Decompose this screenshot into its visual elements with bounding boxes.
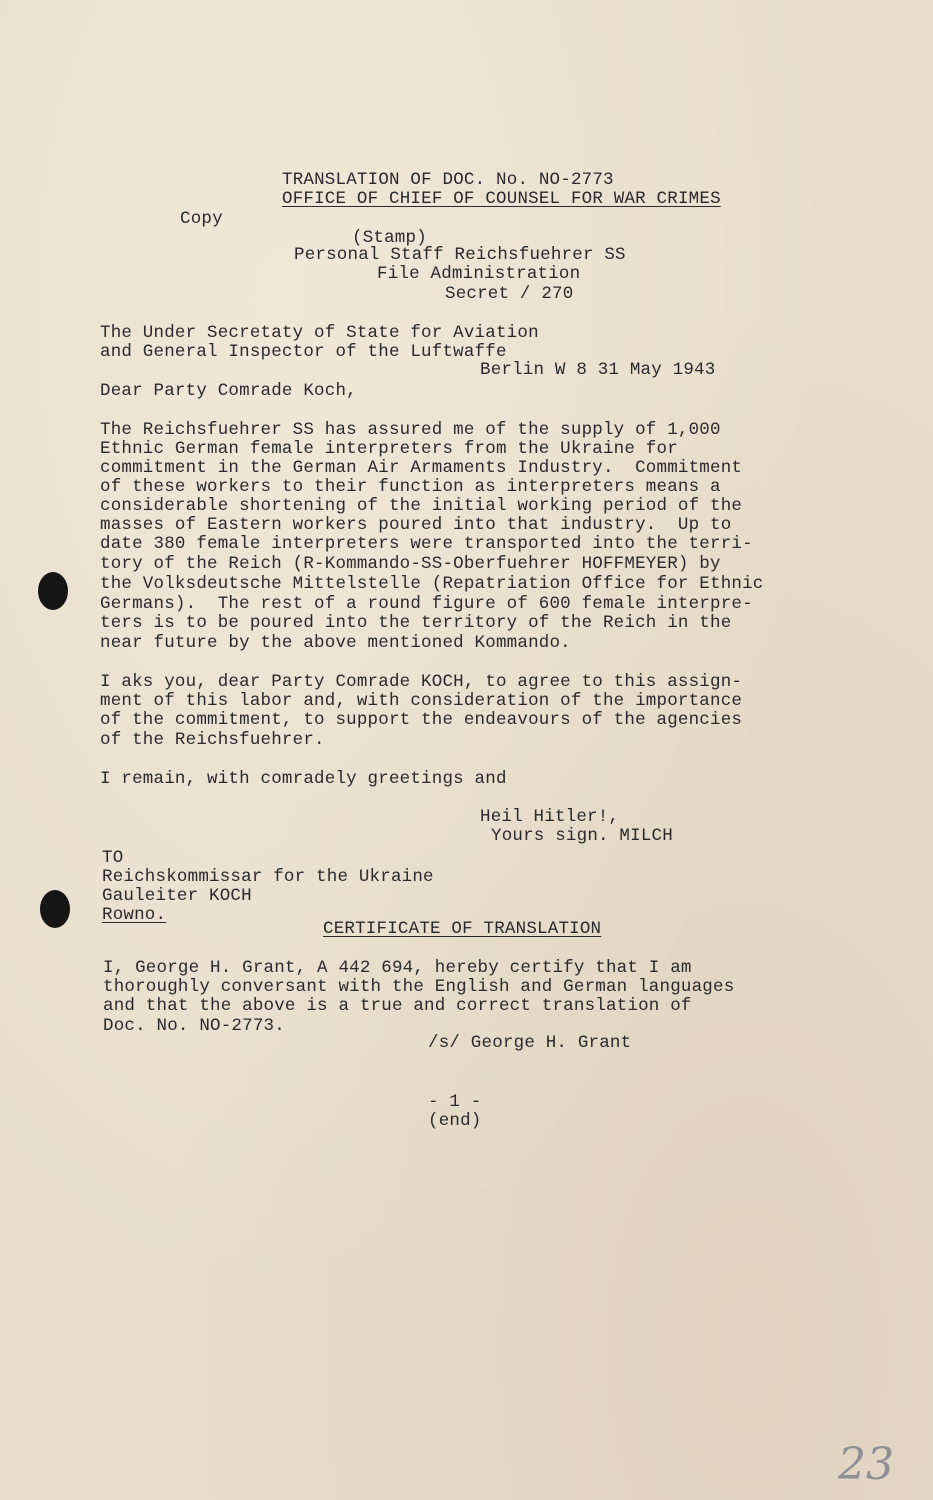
certificate-line: Doc. No. NO-2773.: [103, 1016, 285, 1036]
sender-line-2: and General Inspector of the Luftwaffe: [100, 342, 507, 362]
paragraph-1-line: the Volksdeutsche Mittelstelle (Repatriation Office for Ethnic: [100, 574, 764, 594]
punch-hole-top: [38, 572, 68, 610]
translation-header: TRANSLATION OF DOC. No. NO-2773: [282, 170, 614, 190]
recipient-line-1: Reichskommissar for the Ukraine: [102, 867, 434, 887]
office-header: OFFICE OF CHIEF OF COUNSEL FOR WAR CRIMES: [282, 189, 721, 209]
certificate-signed: /s/ George H. Grant: [428, 1033, 632, 1053]
paragraph-2-line: of the commitment, to support the endeavours of the agencies: [100, 710, 743, 730]
paragraph-1-line: commitment in the German Air Armaments Industry. Commitment: [100, 458, 743, 478]
page-number: - 1 -: [428, 1092, 482, 1112]
recipient-line-2: Gauleiter KOCH: [102, 886, 252, 906]
certificate-title: CERTIFICATE OF TRANSLATION: [323, 919, 602, 939]
sender-line-1: The Under Secretaty of State for Aviation: [100, 323, 539, 343]
paragraph-1-line: Germans). The rest of a round figure of 600 female interpre-: [100, 594, 753, 614]
paragraph-1-line: The Reichsfuehrer SS has assured me of the supply of 1,000: [100, 420, 721, 440]
punch-hole-bottom: [40, 890, 70, 928]
recipient-to: TO: [102, 848, 124, 868]
end-marker: (end): [428, 1111, 482, 1131]
stamp-line-3: Secret / 270: [445, 284, 574, 304]
stamp-line-1: Personal Staff Reichsfuehrer SS: [294, 245, 626, 265]
copy-label: Copy: [180, 209, 223, 229]
paragraph-2-line: I aks you, dear Party Comrade KOCH, to agree to this assign-: [100, 672, 743, 692]
paragraph-2-line: ment of this labor and, with consideration of the importance: [100, 691, 743, 711]
place-date: Berlin W 8 31 May 1943: [480, 360, 716, 380]
paragraph-1-line: masses of Eastern workers poured into that industry. Up to: [100, 515, 732, 535]
paragraph-1-line: near future by the above mentioned Kommando.: [100, 633, 571, 653]
closing: I remain, with comradely greetings and: [100, 769, 507, 789]
paragraph-1-line: ters is to be poured into the territory of the Reich in the: [100, 613, 732, 633]
certificate-line: thoroughly conversant with the English and German languages: [103, 977, 735, 997]
certificate-line: I, George H. Grant, A 442 694, hereby certify that I am: [103, 958, 692, 978]
paragraph-1-line: Ethnic German female interpreters from the Ukraine for: [100, 439, 678, 459]
recipient-line-3: Rowno.: [102, 905, 167, 925]
signature-line-1: Heil Hitler!,: [480, 807, 620, 827]
stamp-line-2: File Administration: [377, 264, 581, 284]
certificate-line: and that the above is a true and correct translation of: [103, 996, 692, 1016]
paragraph-1-line: considerable shortening of the initial working period of the: [100, 496, 743, 516]
paragraph-1-line: tory of the Reich (R-Kommando-SS-Oberfuehrer HOFFMEYER) by: [100, 554, 721, 574]
paragraph-1-line: of these workers to their function as interpreters means a: [100, 477, 721, 497]
signature-line-2: Yours sign. MILCH: [491, 826, 673, 846]
salutation: Dear Party Comrade Koch,: [100, 381, 357, 401]
stamp-label: (Stamp): [352, 228, 427, 248]
handwritten-page-number: 23: [838, 1439, 894, 1490]
paragraph-1-line: date 380 female interpreters were transported into the terri-: [100, 534, 753, 554]
paragraph-2-line: of the Reichsfuehrer.: [100, 730, 325, 750]
